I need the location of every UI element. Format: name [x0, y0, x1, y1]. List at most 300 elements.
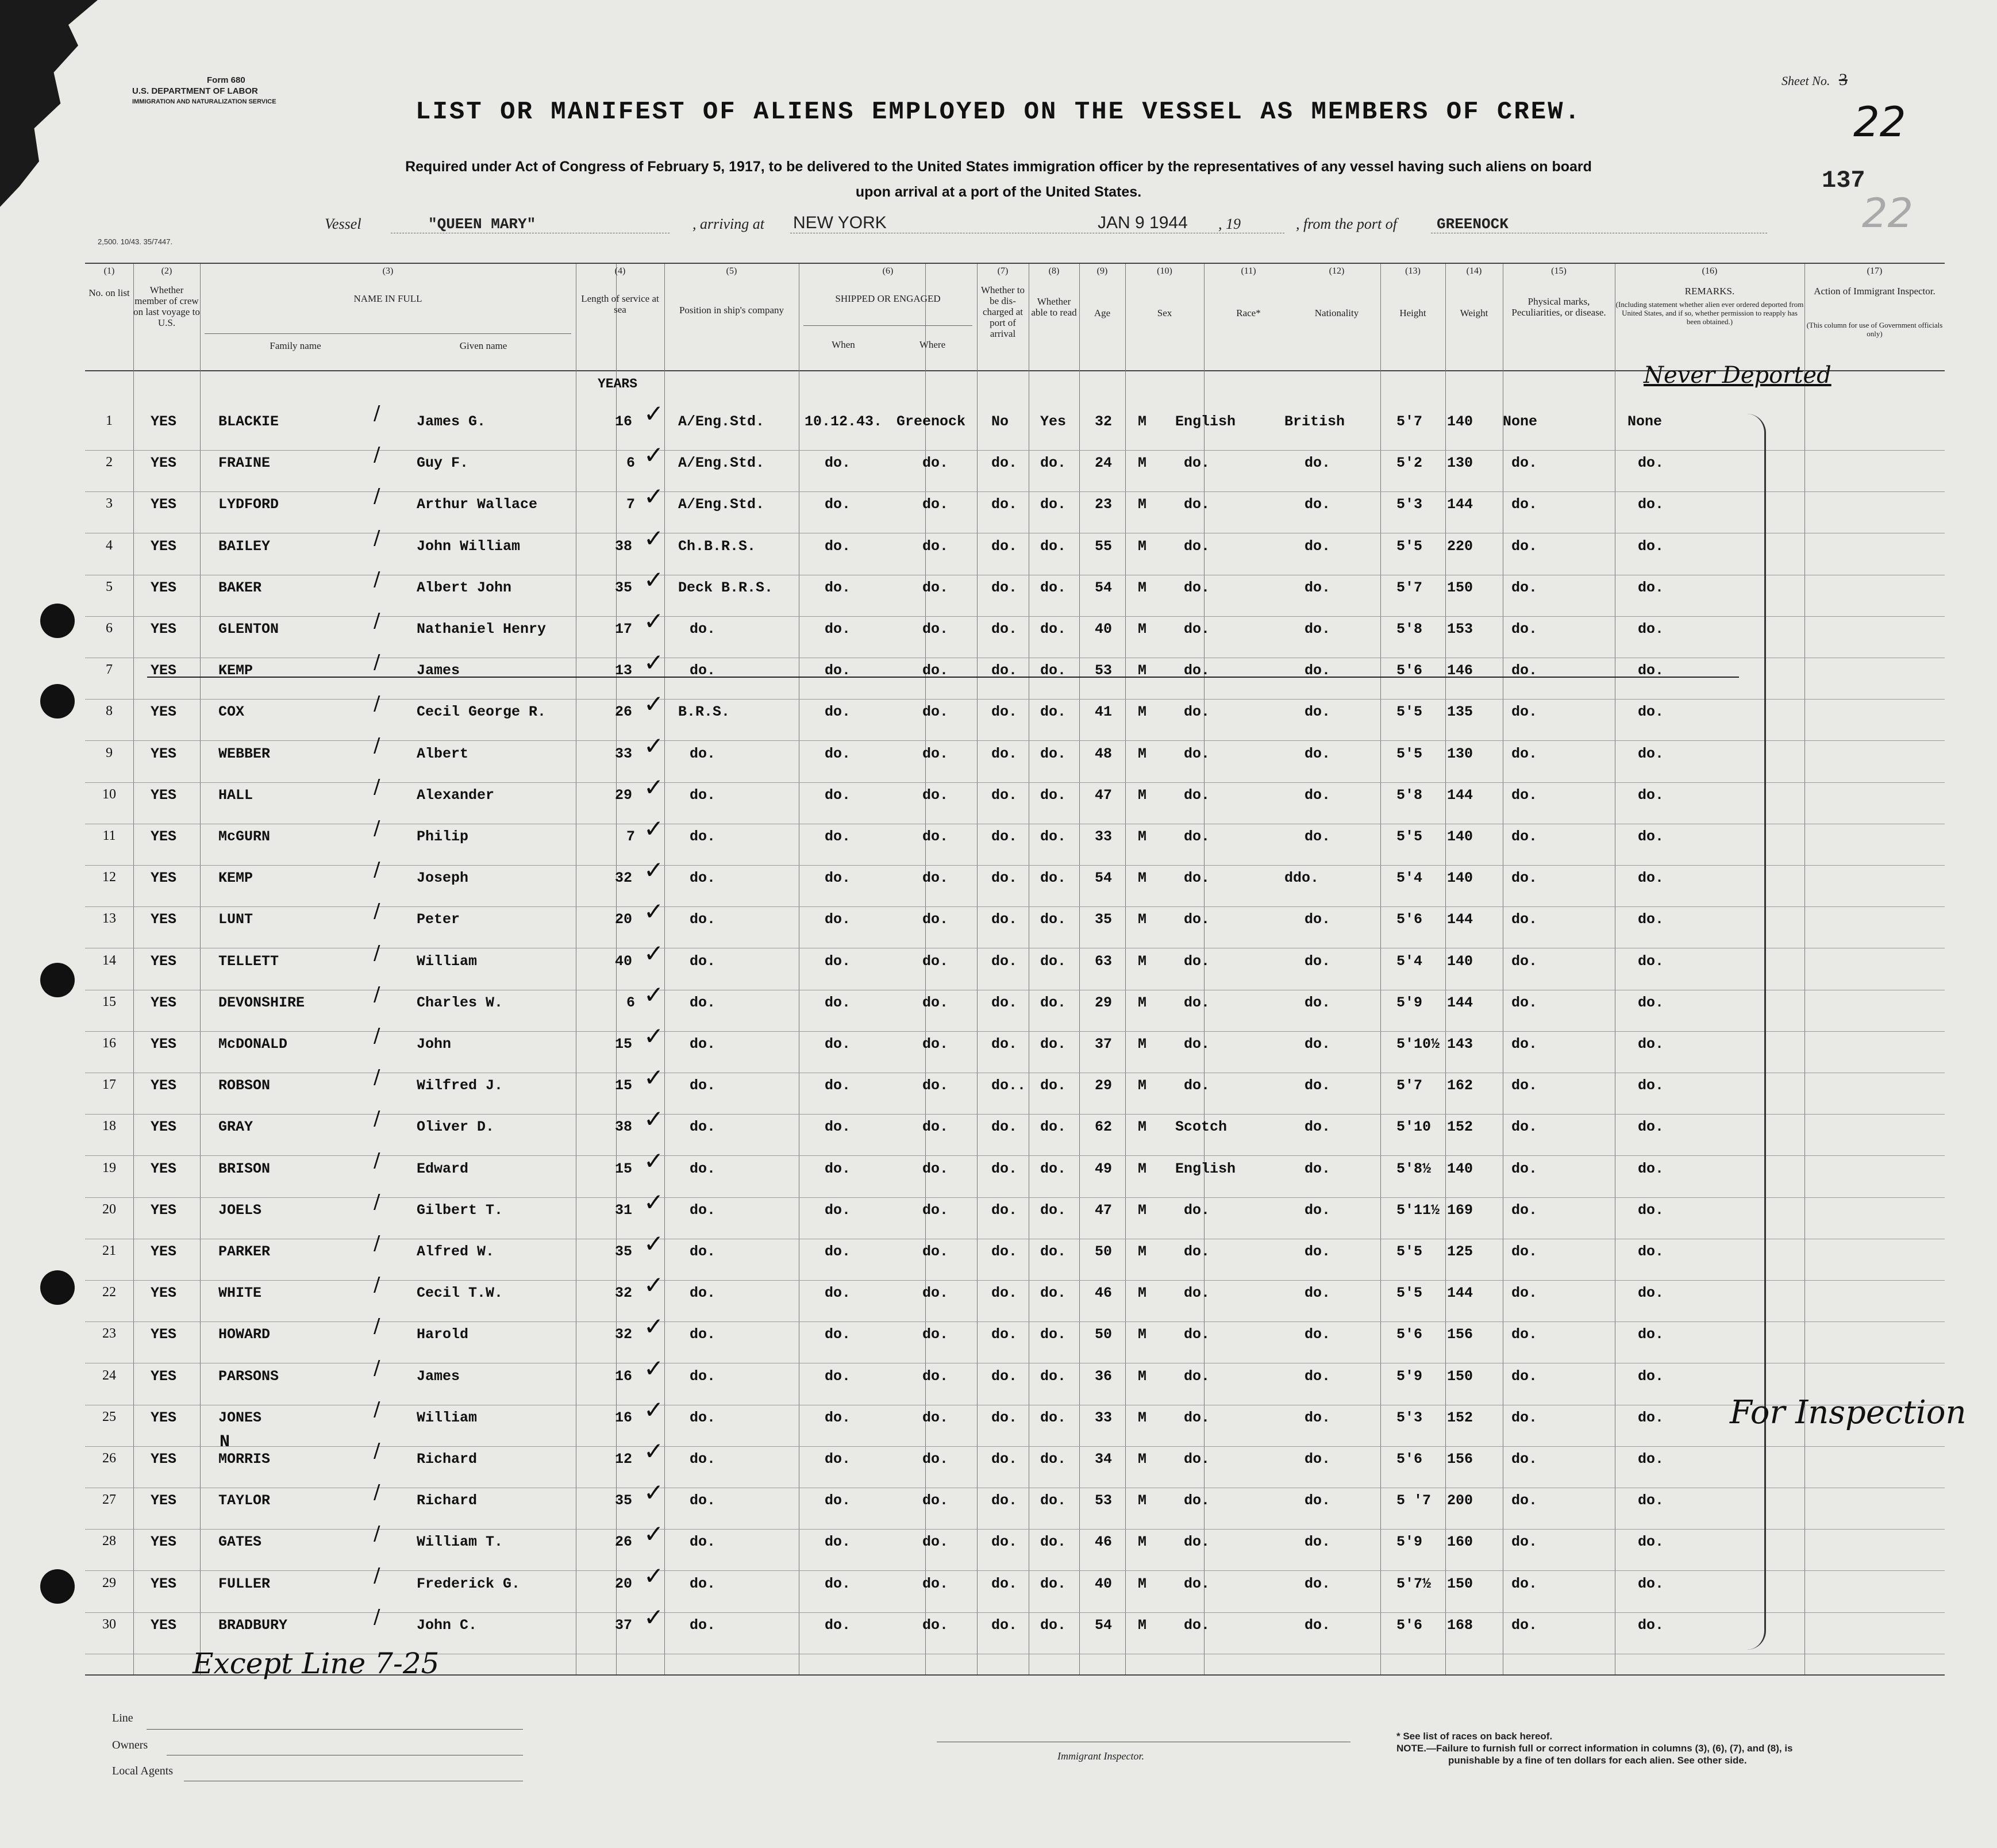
race: do. [1184, 1201, 1210, 1219]
discharged: do. [991, 1036, 1018, 1052]
column-number: (14) [1466, 266, 1482, 276]
age: 35 [1095, 911, 1113, 928]
nationality: do. [1305, 579, 1331, 596]
check-mark: / [374, 858, 380, 882]
shipped-when: do. [825, 1036, 851, 1052]
race: do. [1184, 994, 1210, 1011]
sex: M [1138, 496, 1147, 513]
form-number: Form 680 [207, 75, 245, 85]
shipped-when: do. [825, 1409, 851, 1426]
shipped-where: do. [922, 994, 949, 1011]
check-mark: / [374, 1481, 380, 1504]
struck-sheet-number: 3 [1838, 70, 1848, 89]
crew-member-flag: YES [151, 1409, 177, 1426]
height: 5'6 [1396, 1616, 1423, 1634]
weight: 135 [1447, 704, 1473, 721]
remarks: do. [1638, 662, 1664, 679]
race: do. [1184, 911, 1210, 928]
shipped-where: do. [922, 1201, 949, 1219]
check-mark: ✓ [644, 524, 664, 552]
row-number: 12 [102, 870, 116, 885]
shipped-when: do. [825, 537, 851, 555]
nationality: do. [1305, 1201, 1331, 1219]
crew-member-flag: YES [151, 413, 177, 430]
length-of-service: 32 [615, 1326, 633, 1343]
crew-member-flag: YES [151, 1160, 177, 1177]
local-agents-label: Local Agents [112, 1765, 174, 1777]
family-name: LYDFORD [218, 496, 279, 513]
shipped-when: do. [825, 1243, 851, 1260]
length-of-service: 38 [615, 537, 633, 555]
check-mark: / [374, 1439, 380, 1462]
check-mark: ✓ [644, 441, 664, 470]
header-action-detail: (This column for use of Government officials only) [1806, 321, 1943, 338]
sex: M [1138, 1160, 1147, 1177]
family-name: COX [218, 704, 245, 721]
check-mark: ✓ [644, 1312, 664, 1341]
sex: M [1138, 1036, 1147, 1052]
check-mark: ✓ [644, 1022, 664, 1050]
given-name: Philip [417, 828, 469, 845]
column-number: (9) [1096, 266, 1108, 276]
check-mark: ✓ [644, 1354, 664, 1382]
row-number: 10 [102, 786, 116, 802]
from-label: , from the port of [1296, 216, 1397, 232]
remarks: do. [1638, 911, 1664, 928]
nationality: do. [1305, 911, 1331, 928]
column-number: (8) [1048, 266, 1060, 276]
check-mark: / [374, 817, 380, 840]
race: do. [1184, 1492, 1210, 1509]
discharged: do. [991, 1201, 1018, 1219]
crew-member-flag: YES [151, 1492, 177, 1509]
check-mark: / [374, 692, 380, 716]
check-mark: ✓ [644, 856, 664, 885]
length-of-service: 35 [615, 1492, 633, 1509]
height: 5'7 [1396, 579, 1423, 596]
length-of-service: 38 [615, 1119, 633, 1136]
row-number: 11 [102, 828, 116, 843]
discharged: do. [991, 1451, 1018, 1467]
sex: M [1138, 745, 1147, 762]
check-mark: / [374, 1563, 380, 1587]
discharged: do. [991, 952, 1018, 970]
check-mark: ✓ [644, 1271, 664, 1300]
age: 48 [1095, 745, 1113, 762]
punch-hole [40, 1569, 75, 1604]
remarks: do. [1638, 952, 1664, 970]
race: do. [1184, 579, 1210, 596]
length-of-service: 40 [615, 952, 633, 970]
physical-marks: do. [1511, 1119, 1538, 1136]
length-of-service: 32 [615, 870, 633, 887]
header-given-name: Given name [459, 340, 507, 351]
check-mark: ✓ [644, 1561, 664, 1590]
row-number: 18 [102, 1119, 116, 1134]
shipped-when: do. [825, 1160, 851, 1177]
physical-marks: do. [1511, 1160, 1538, 1177]
race: do. [1184, 828, 1210, 845]
physical-marks: do. [1511, 704, 1538, 721]
age: 62 [1095, 1119, 1113, 1136]
crew-member-flag: YES [151, 455, 177, 472]
check-mark: ✓ [644, 1437, 664, 1465]
weight: 146 [1447, 662, 1473, 679]
row-number: 27 [102, 1492, 116, 1508]
shipped-when: do. [825, 1616, 851, 1634]
row-number: 13 [102, 911, 116, 927]
nationality: British [1284, 413, 1345, 430]
length-of-service: 32 [615, 1285, 633, 1302]
position: do. [690, 1285, 716, 1302]
physical-marks: do. [1511, 786, 1538, 804]
age: 50 [1095, 1326, 1113, 1343]
able-to-read: do. [1040, 1575, 1067, 1592]
weight: 125 [1447, 1243, 1473, 1260]
weight: 156 [1447, 1451, 1473, 1467]
discharged: do. [991, 1243, 1018, 1260]
position: do. [690, 952, 716, 970]
header-weight: Weight [1460, 308, 1488, 318]
length-of-service: 33 [615, 745, 633, 762]
height: 5'6 [1396, 1326, 1423, 1343]
nationality: do. [1305, 1575, 1331, 1592]
shipped-where: do. [922, 786, 949, 804]
shipped-when: do. [825, 1077, 851, 1094]
shipped-when: do. [825, 1367, 851, 1385]
physical-marks: do. [1511, 537, 1538, 555]
column-number: (1) [103, 266, 115, 276]
given-name: Richard [417, 1492, 478, 1509]
header-when: When [832, 339, 855, 350]
except-line-note: Except Line 7-25 [193, 1647, 440, 1680]
remarks: do. [1638, 1036, 1664, 1052]
race: do. [1184, 1451, 1210, 1467]
nationality: do. [1305, 1285, 1331, 1302]
remarks: None [1627, 413, 1663, 430]
discharged: No [991, 413, 1009, 430]
header-remarks-detail: (Including statement whether alien ever ordered deported from United States, and if so, whether permission to reapply has been obtained.) [1615, 300, 1804, 326]
weight: 160 [1447, 1534, 1473, 1551]
able-to-read: do. [1040, 579, 1067, 596]
discharged: do. [991, 579, 1018, 596]
row-number: 28 [102, 1534, 116, 1549]
discharged: do. [991, 455, 1018, 472]
family-name: KEMP [218, 662, 253, 679]
age: 33 [1095, 1409, 1113, 1426]
length-of-service: 13 [615, 662, 633, 679]
remarks: do. [1638, 870, 1664, 887]
column-number: (3) [382, 266, 394, 276]
height: 5'3 [1396, 496, 1423, 513]
able-to-read: do. [1040, 911, 1067, 928]
column-number: (13) [1405, 266, 1421, 276]
given-name: James G. [417, 413, 486, 430]
family-name: HOWARD [218, 1326, 271, 1343]
discharged: do. [991, 1534, 1018, 1551]
check-mark: / [374, 485, 380, 508]
check-mark: ✓ [644, 1603, 664, 1631]
remarks: do. [1638, 745, 1664, 762]
name-correction: N [220, 1432, 230, 1452]
column-number: (15) [1551, 266, 1567, 276]
length-of-service: 6 [626, 994, 636, 1011]
family-name: BRISON [218, 1160, 271, 1177]
race: do. [1184, 870, 1210, 887]
age: 53 [1095, 1492, 1113, 1509]
age: 54 [1095, 579, 1113, 596]
age: 41 [1095, 704, 1113, 721]
family-name: MORRIS [218, 1451, 271, 1467]
row-number: 20 [102, 1201, 116, 1217]
race: do. [1184, 1285, 1210, 1302]
shipped-when: do. [825, 870, 851, 887]
able-to-read: do. [1040, 1077, 1067, 1094]
shipped-where: do. [922, 1243, 949, 1260]
check-mark: / [374, 526, 380, 550]
header-remarks: REMARKS. [1684, 286, 1735, 297]
able-to-read: do. [1040, 455, 1067, 472]
check-mark: ✓ [644, 1230, 664, 1258]
crew-member-flag: YES [151, 911, 177, 928]
given-name: Guy F. [417, 455, 469, 472]
height: 5'6 [1396, 1451, 1423, 1467]
shipped-where: do. [922, 745, 949, 762]
weight: 144 [1447, 911, 1473, 928]
age: 46 [1095, 1285, 1113, 1302]
check-mark: ✓ [644, 565, 664, 594]
given-name: Albert [417, 745, 469, 762]
discharged: do. [991, 1285, 1018, 1302]
able-to-read: do. [1040, 1036, 1067, 1052]
given-name: William [417, 1409, 478, 1426]
never-deported-note: Never Deported [1644, 362, 1831, 389]
sex: M [1138, 1616, 1147, 1634]
check-mark: / [374, 733, 380, 757]
shipped-where: do. [922, 621, 949, 637]
position: do. [690, 1492, 716, 1509]
given-name: Edward [417, 1160, 469, 1177]
row-number: 14 [102, 952, 116, 968]
shipped-where: do. [922, 1160, 949, 1177]
nationality: do. [1305, 621, 1331, 637]
age: 63 [1095, 952, 1113, 970]
physical-marks: do. [1511, 745, 1538, 762]
check-mark: ✓ [644, 773, 664, 801]
check-mark: / [374, 900, 380, 923]
position: do. [690, 870, 716, 887]
given-name: James [417, 662, 460, 679]
given-name: Joseph [417, 870, 469, 887]
nationality: do. [1305, 994, 1331, 1011]
physical-marks: do. [1511, 1534, 1538, 1551]
column-number: (5) [726, 266, 737, 276]
crew-member-flag: YES [151, 1326, 177, 1343]
height: 5'8½ [1396, 1160, 1432, 1177]
shipped-when: do. [825, 1575, 851, 1592]
given-name: Harold [417, 1326, 469, 1343]
remarks: do. [1638, 1243, 1664, 1260]
position: do. [690, 1409, 716, 1426]
check-mark: ✓ [644, 1520, 664, 1549]
family-name: KEMP [218, 870, 253, 887]
age: 47 [1095, 786, 1113, 804]
physical-marks: do. [1511, 1036, 1538, 1052]
crew-member-flag: YES [151, 745, 177, 762]
length-of-service: 31 [615, 1201, 633, 1219]
check-mark: ✓ [644, 1395, 664, 1424]
nationality: do. [1305, 1036, 1331, 1052]
crew-member-flag: YES [151, 1534, 177, 1551]
check-mark: ✓ [644, 897, 664, 926]
height: 5'6 [1396, 662, 1423, 679]
shipped-when: do. [825, 496, 851, 513]
position: do. [690, 1616, 716, 1634]
given-name: William [417, 952, 478, 970]
column-number: (17) [1867, 266, 1883, 276]
weight: 144 [1447, 1285, 1473, 1302]
able-to-read: do. [1040, 1451, 1067, 1467]
physical-marks: do. [1511, 579, 1538, 596]
sex: M [1138, 1575, 1147, 1592]
stamp-number: 137 [1822, 167, 1865, 194]
check-mark: / [374, 1273, 380, 1297]
remarks: do. [1638, 1326, 1664, 1343]
weight: 156 [1447, 1326, 1473, 1343]
header-member-last-voyage: Whether member of crew on last voyage to U.S. [133, 285, 200, 328]
position: do. [690, 911, 716, 928]
physical-marks: do. [1511, 870, 1538, 887]
check-mark: ✓ [644, 939, 664, 967]
length-of-service: 29 [615, 786, 633, 804]
vessel-label: Vessel [325, 216, 361, 232]
nationality: do. [1305, 1160, 1331, 1177]
arriving-port: NEW YORK [793, 213, 887, 232]
remarks: do. [1638, 1451, 1664, 1467]
race: do. [1184, 1243, 1210, 1260]
length-of-service: 7 [626, 496, 636, 513]
crew-member-flag: YES [151, 870, 177, 887]
weight: 152 [1447, 1409, 1473, 1426]
nationality: do. [1305, 1367, 1331, 1385]
discharged: do. [991, 1409, 1018, 1426]
physical-marks: do. [1511, 621, 1538, 637]
physical-marks: do. [1511, 1201, 1538, 1219]
shipped-where: do. [922, 1367, 949, 1385]
shipped-when: do. [825, 579, 851, 596]
height: 5'3 [1396, 1409, 1423, 1426]
nationality: do. [1305, 455, 1331, 472]
row-number: 22 [102, 1285, 116, 1300]
shipped-where: do. [922, 1575, 949, 1592]
able-to-read: do. [1040, 870, 1067, 887]
row-number: 23 [102, 1326, 116, 1342]
header-height: Height [1399, 308, 1426, 318]
physical-marks: do. [1511, 1367, 1538, 1385]
owners-label: Owners [112, 1739, 148, 1751]
remarks: do. [1638, 1575, 1664, 1592]
shipped-when: 10.12.43. [805, 413, 883, 430]
position: A/Eng.Std. [678, 413, 765, 430]
check-mark: ✓ [644, 980, 664, 1009]
crew-member-flag: YES [151, 994, 177, 1011]
length-of-service: 6 [626, 455, 636, 472]
punch-hole [40, 604, 75, 638]
able-to-read: do. [1040, 1201, 1067, 1219]
remarks: do. [1638, 1160, 1664, 1177]
age: 23 [1095, 496, 1113, 513]
header-able-to-read: Whether able to read [1031, 296, 1077, 318]
length-of-service: 26 [615, 704, 633, 721]
family-name: JONES [218, 1409, 262, 1426]
shipped-when: do. [825, 455, 851, 472]
given-name: John William [417, 537, 521, 555]
shipped-when: do. [825, 1326, 851, 1343]
length-of-service: 16 [615, 413, 633, 430]
physical-marks: do. [1511, 1409, 1538, 1426]
family-name: TELLETT [218, 952, 279, 970]
height: 5'10½ [1396, 1036, 1440, 1052]
discharged: do. [991, 1492, 1018, 1509]
sex: M [1138, 870, 1147, 887]
position: do. [690, 828, 716, 845]
race: do. [1184, 537, 1210, 555]
sex: M [1138, 704, 1147, 721]
height: 5'4 [1396, 870, 1423, 887]
header-age: Age [1094, 308, 1111, 318]
discharged: do. [991, 1326, 1018, 1343]
column-number: (16) [1702, 266, 1718, 276]
punch-hole [40, 1270, 75, 1305]
position: do. [690, 1077, 716, 1094]
able-to-read: do. [1040, 786, 1067, 804]
nationality: do. [1305, 828, 1331, 845]
discharged: do. [991, 1616, 1018, 1634]
check-mark: / [374, 1148, 380, 1172]
nationality: do. [1305, 1616, 1331, 1634]
position: do. [690, 994, 716, 1011]
physical-marks: do. [1511, 1326, 1538, 1343]
race: do. [1184, 1367, 1210, 1385]
position: do. [690, 662, 716, 679]
check-mark: / [374, 651, 380, 674]
age: 29 [1095, 994, 1113, 1011]
able-to-read: do. [1040, 1243, 1067, 1260]
service-name: IMMIGRATION AND NATURALIZATION SERVICE [132, 98, 276, 105]
length-of-service: 20 [615, 1575, 633, 1592]
age: 37 [1095, 1036, 1113, 1052]
row-number: 1 [106, 413, 113, 428]
crew-member-flag: YES [151, 1616, 177, 1634]
remarks: do. [1638, 704, 1664, 721]
header-sex: Sex [1157, 308, 1172, 318]
position: do. [690, 1160, 716, 1177]
footer-note: * See list of races on back hereof. NOTE.—Failure to furnish full or correct information in columns (3), (6), (7), and (8), is punishable by a fine of ten dollars for each alien. See other side. [1396, 1731, 1793, 1766]
sex: M [1138, 1409, 1147, 1426]
row-number: 2 [106, 455, 113, 470]
race: do. [1184, 786, 1210, 804]
position: do. [690, 1367, 716, 1385]
height: 5'5 [1396, 704, 1423, 721]
given-name: Frederick G. [417, 1575, 521, 1592]
shipped-where: Greenock [896, 413, 966, 430]
shipped-where: do. [922, 1492, 949, 1509]
height: 5'8 [1396, 786, 1423, 804]
discharged: do. [991, 1575, 1018, 1592]
header-shipped-or-engaged: SHIPPED OR ENGAGED [835, 293, 941, 304]
crew-member-flag: YES [151, 496, 177, 513]
shipped-where: do. [922, 1326, 949, 1343]
